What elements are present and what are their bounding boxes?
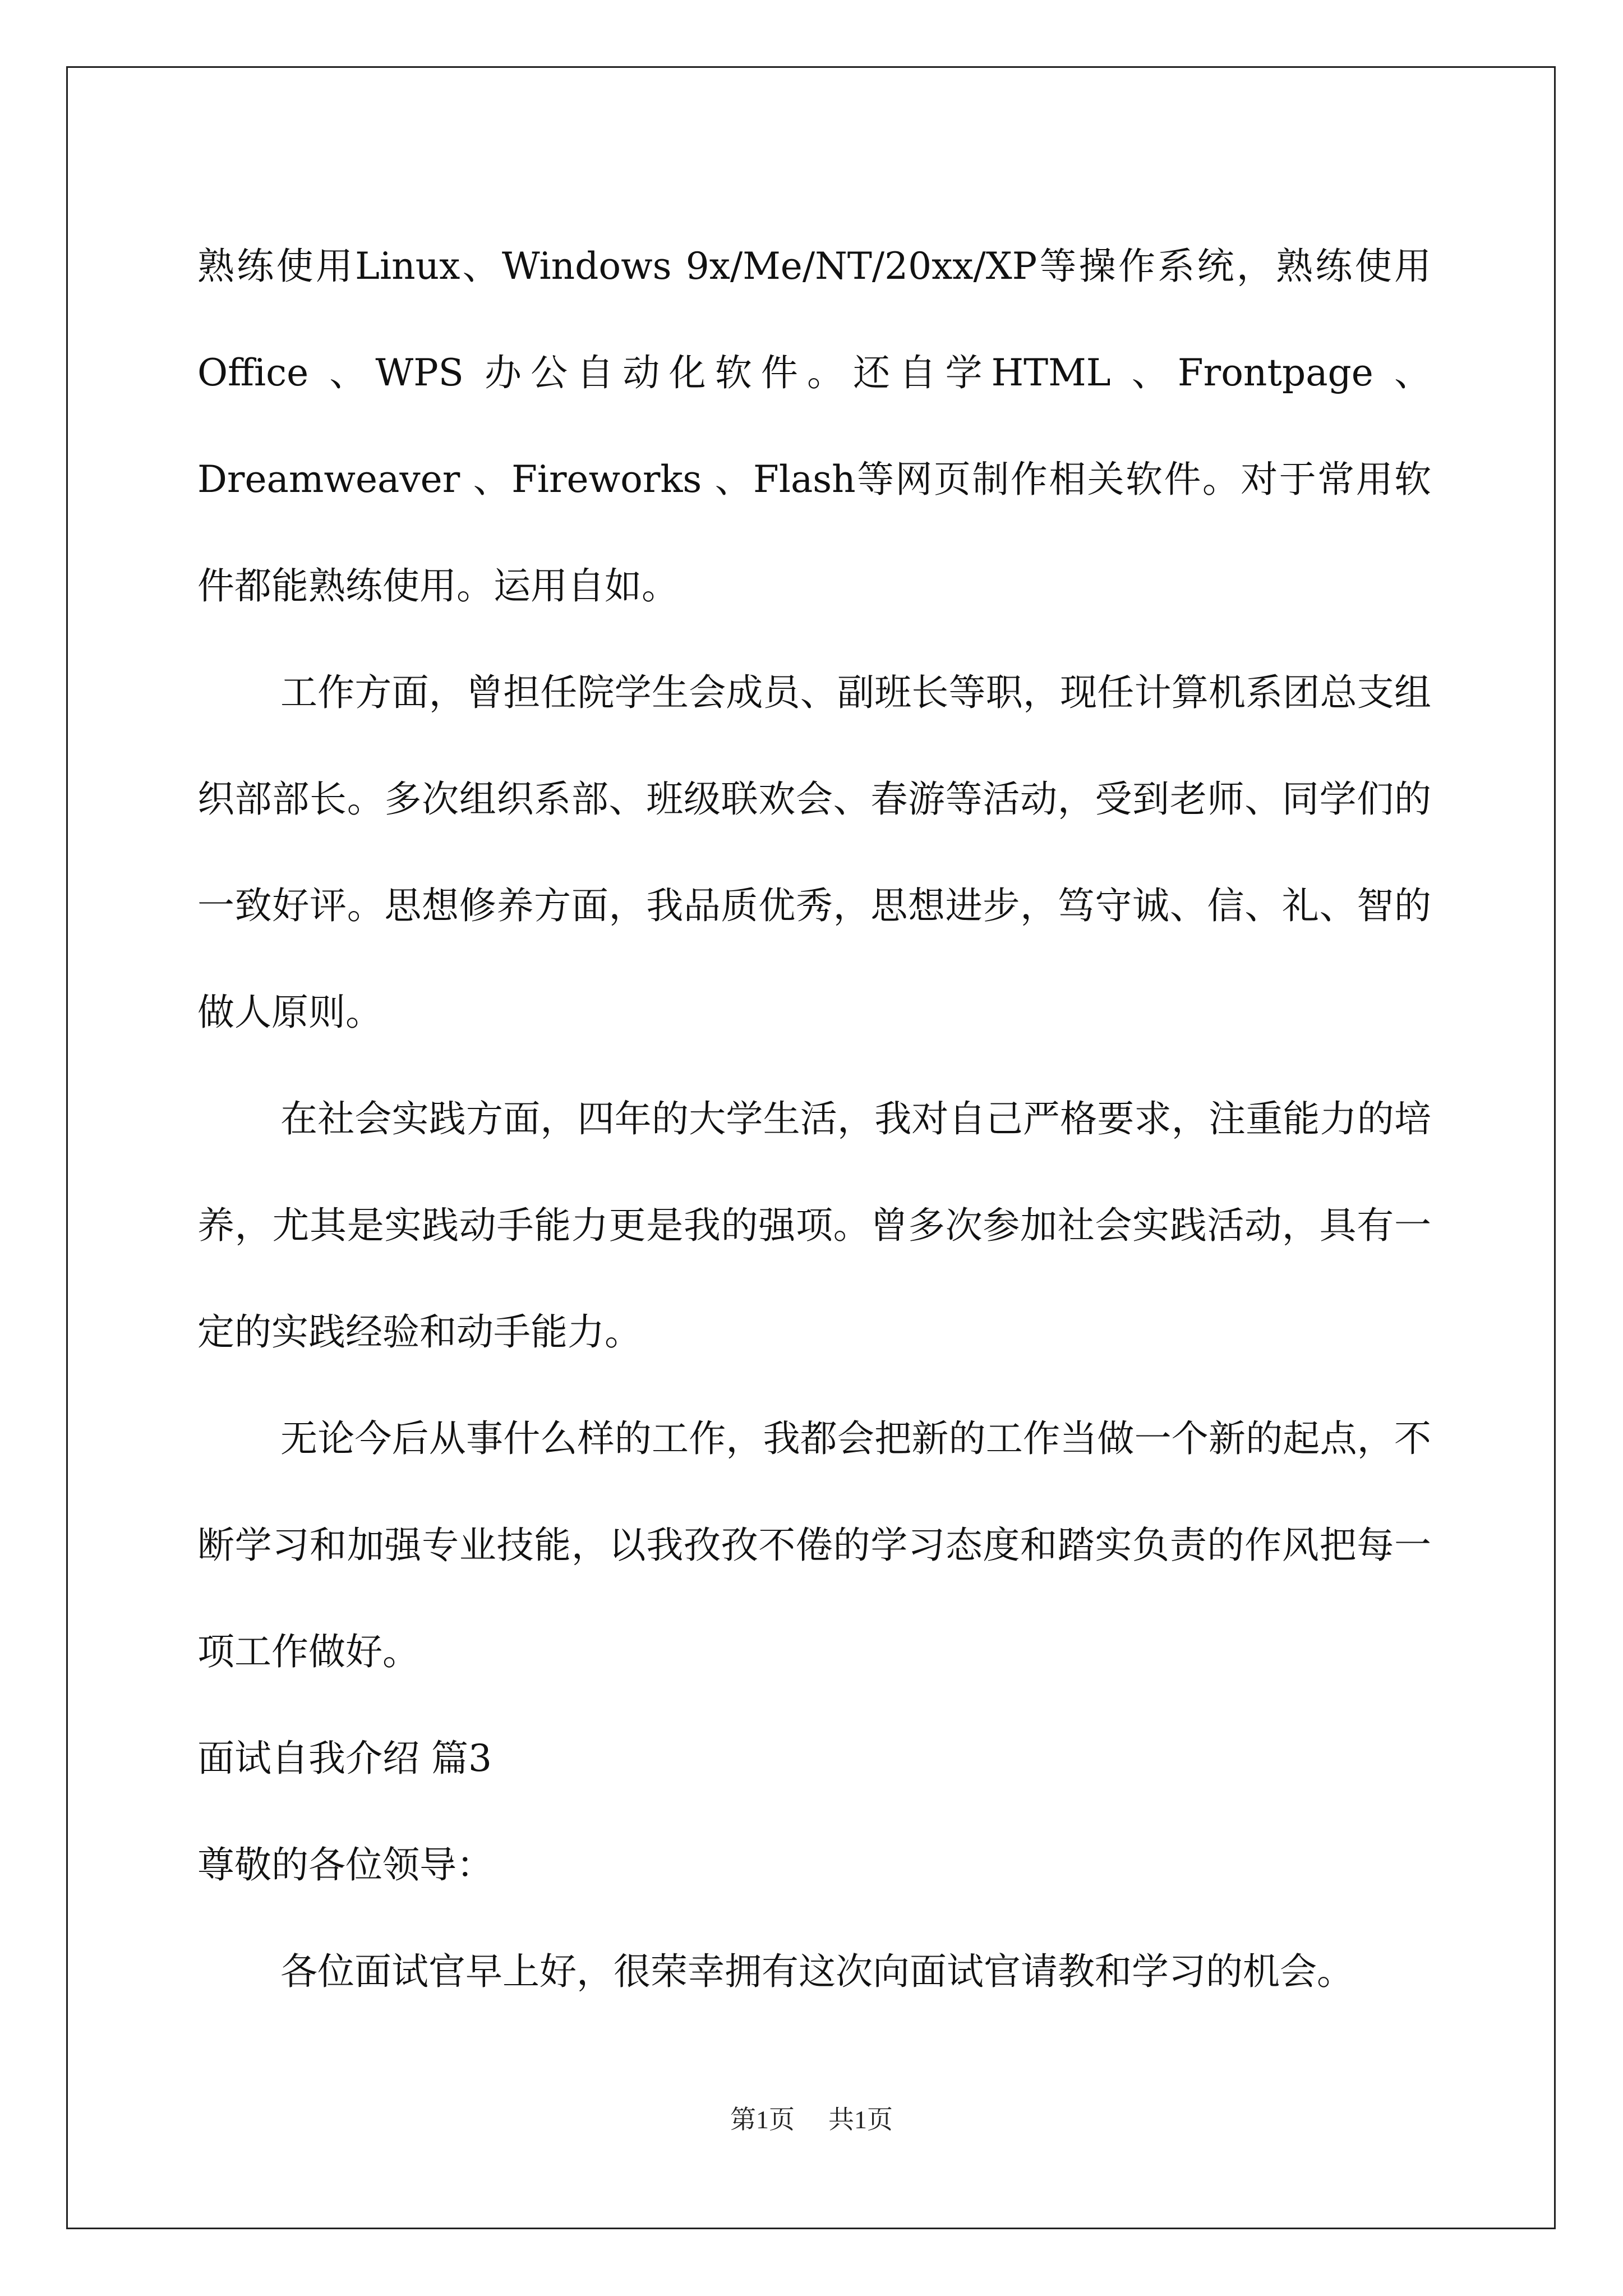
work-paragraph: 工作方面，曾担任院学生会成员、副班长等职，现任计算机系团总支组织部部长。多次组织系部、班级联欢会、春游等活动，受到老师、同学们的一致好评。思想修养方面，我品质优秀，思想进步，笃守诚、信、礼、智的做人原则。	[197, 671, 1431, 1034]
page-footer	[0, 2099, 1623, 2136]
skills-paragraph: 熟练使用Linux、Windows 9x/Me/NT/20xx/XP等操作系统，熟练使用Office 、WPS 办公自动化软件。还自学HTML 、Frontpage 、Dreamweaver 、Fireworks 、Flash等网页制作相关软件。对于常用软件都能熟练使用。运用自如。	[197, 245, 1431, 608]
practice-paragraph: 在社会实践方面，四年的大学生活，我对自己严格要求，注重能力的培养，尤其是实践动手能力更是我的强项。曾多次参加社会实践活动，具有一定的实践经验和动手能力。	[197, 1097, 1431, 1354]
greeting-paragraph: 各位面试官早上好，很荣幸拥有这次向面试官请教和学习的机会。	[280, 1950, 1354, 1993]
future-paragraph: 无论今后从事什么样的工作，我都会把新的工作当做一个新的起点，不断学习和加强专业技能，以我孜孜不倦的学习态度和踏实负责的作风把每一项工作做好。	[197, 1417, 1431, 1673]
document-body	[197, 213, 1431, 2025]
page-number-total: 共1页	[828, 2105, 893, 2134]
section-heading: 面试自我介绍 篇3	[197, 1737, 492, 1780]
salutation: 尊敬的各位领导：	[197, 1843, 494, 1887]
page-number-current: 第1页	[730, 2105, 795, 2134]
